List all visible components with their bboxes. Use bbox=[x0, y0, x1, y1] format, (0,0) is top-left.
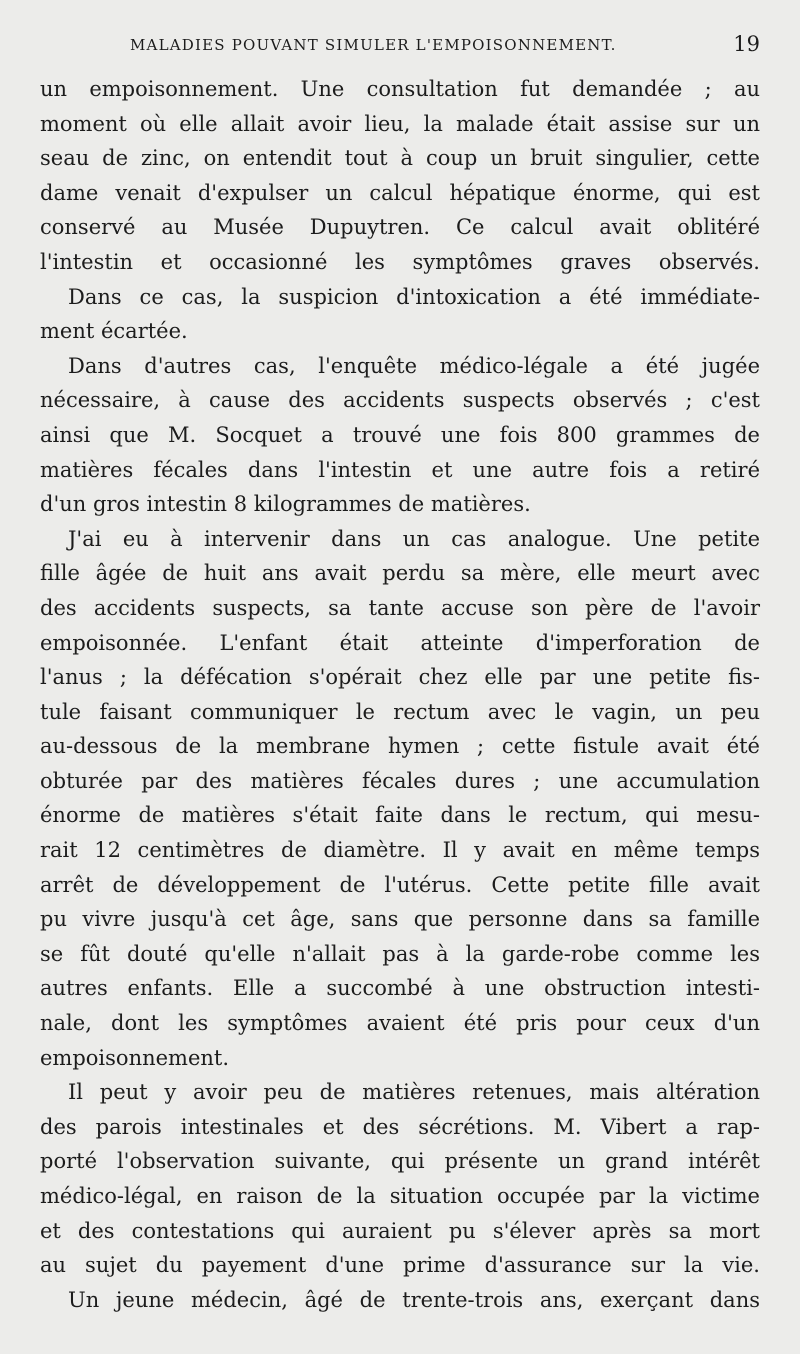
text-line: médico-légal, en raison de la situation occupée par la victime bbox=[40, 1184, 760, 1208]
text-line: porté l'observation suivante, qui présente un grand intérêt bbox=[40, 1149, 760, 1174]
running-head bbox=[40, 34, 760, 60]
text-line: moment où elle allait avoir lieu, la malade était assise sur un bbox=[40, 111, 760, 136]
text-line: au sujet du payement d'une prime d'assurance sur la vie. bbox=[40, 1253, 760, 1278]
text-line: Dans ce cas, la suspicion d'intoxication a été immédiate- bbox=[68, 284, 760, 309]
text-line: Un jeune médecin, âgé de trente-trois ans, exerçant dans bbox=[68, 1287, 760, 1312]
text-line: ment écartée. bbox=[40, 319, 188, 344]
text-line: seau de zinc, on entendit tout à coup un bruit singulier, cette bbox=[40, 146, 760, 171]
text-line: un empoisonnement. Une consultation fut demandée ; au bbox=[40, 77, 760, 101]
text-line: ainsi que M. Socquet a trouvé une fois 800 grammes de bbox=[40, 422, 760, 447]
text-line: au-dessous de la membrane hymen ; cette fistule avait été bbox=[40, 734, 760, 759]
text-line: J'ai eu à intervenir dans un cas analogue. Une petite bbox=[68, 526, 760, 551]
text-line: des parois intestinales et des sécrétions. M. Vibert a rap- bbox=[40, 1114, 760, 1139]
text-line: l'intestin et occasionné les symptômes graves observés. bbox=[40, 249, 760, 274]
text-line: des accidents suspects, sa tante accuse son père de l'avoir bbox=[40, 595, 760, 620]
text-line: rait 12 centimètres de diamètre. Il y avait en même temps bbox=[40, 838, 760, 863]
text-line: dame venait d'expulser un calcul hépatique énorme, qui est bbox=[40, 180, 760, 205]
text-line: tule faisant communiquer le rectum avec le vagin, un peu bbox=[40, 699, 760, 724]
text-line: l'anus ; la défécation s'opérait chez elle par une petite fis- bbox=[40, 665, 760, 690]
text-line: Il peut y avoir peu de matières retenues, mais altération bbox=[68, 1080, 760, 1105]
text-line: nécessaire, à cause des accidents suspects observés ; c'est bbox=[40, 388, 760, 413]
text-line: conservé au Musée Dupuytren. Ce calcul avait oblitéré bbox=[40, 215, 760, 240]
text-line: empoisonnement. bbox=[40, 1045, 230, 1070]
text-line: d'un gros intestin 8 kilogrammes de matières. bbox=[40, 492, 531, 517]
text-line: se fût douté qu'elle n'allait pas à la garde-robe comme les bbox=[40, 941, 760, 966]
text-line: et des contestations qui auraient pu s'élever après sa mort bbox=[40, 1218, 760, 1243]
text-line: pu vivre jusqu'à cet âge, sans que personne dans sa famille bbox=[40, 907, 760, 932]
text-line: empoisonnée. L'enfant était atteinte d'imperforation de bbox=[40, 630, 760, 655]
text-line: fille âgée de huit ans avait perdu sa mère, elle meurt avec bbox=[40, 561, 760, 586]
running-title: MALADIES POUVANT SIMULER L'EMPOISONNEMENT. bbox=[130, 36, 617, 54]
text-line: arrêt de développement de l'utérus. Cette petite fille avait bbox=[40, 872, 760, 897]
text-line: nale, dont les symptômes avaient été pris pour ceux d'un bbox=[40, 1011, 760, 1036]
text-line: autres enfants. Elle a succombé à une obstruction intesti- bbox=[40, 976, 760, 1001]
text-line: obturée par des matières fécales dures ; une accumulation bbox=[40, 768, 760, 793]
text-line: matières fécales dans l'intestin et une autre fois a retiré bbox=[40, 457, 760, 482]
text-line: Dans d'autres cas, l'enquête médico-légale a été jugée bbox=[68, 353, 760, 378]
text-line: énorme de matières s'était faite dans le rectum, qui mesu- bbox=[40, 803, 760, 828]
body-text bbox=[40, 72, 760, 1317]
page-number: 19 bbox=[733, 32, 760, 56]
